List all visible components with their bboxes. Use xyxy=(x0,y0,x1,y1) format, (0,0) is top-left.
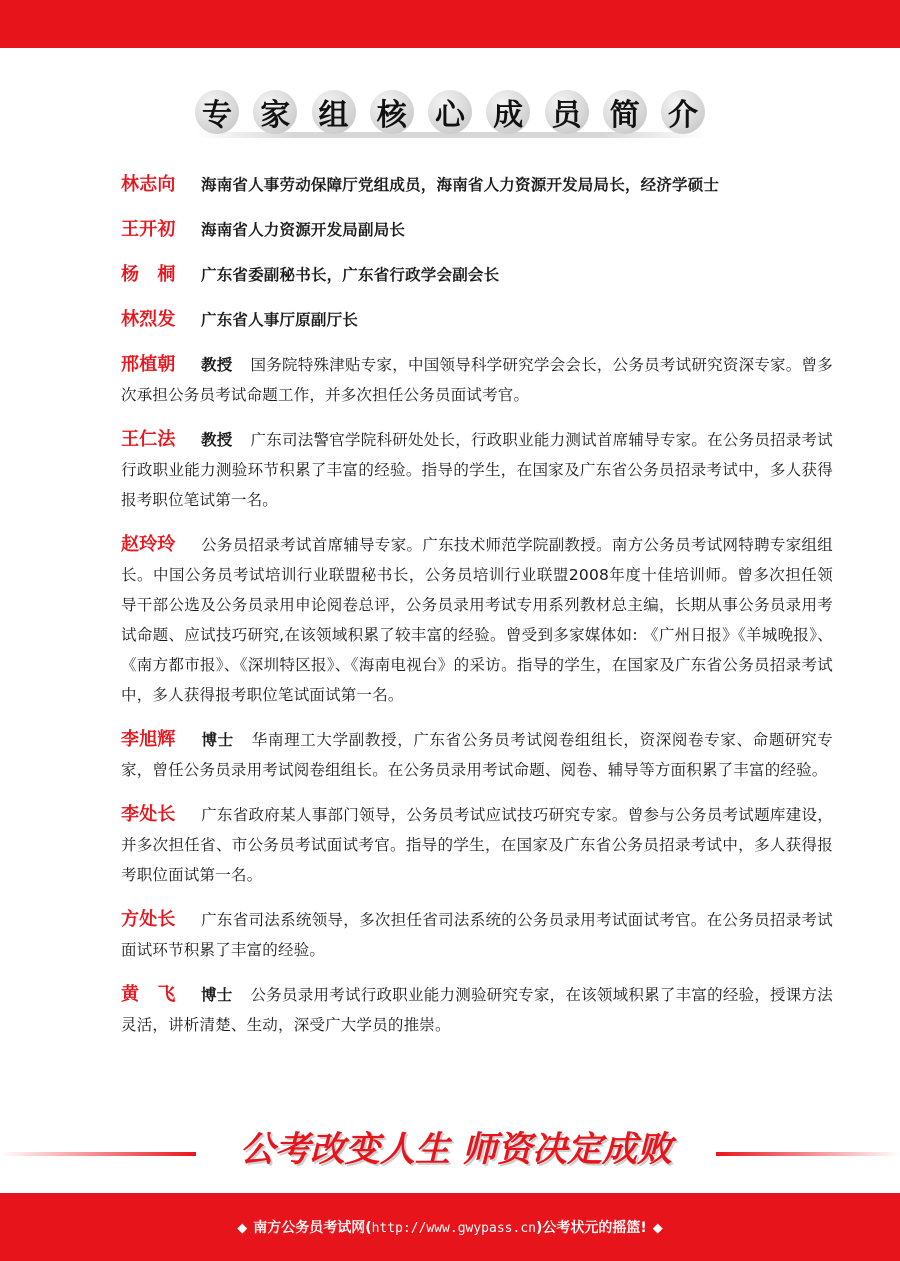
footer-url-link[interactable]: http://www.gwypass.cn xyxy=(371,1221,536,1236)
member-entry xyxy=(121,215,833,245)
member-entry xyxy=(121,260,833,290)
title-char: 成 xyxy=(486,90,530,134)
member-degree: 教授 xyxy=(201,431,233,449)
footer-text xyxy=(231,1217,669,1237)
title-char: 核 xyxy=(370,90,414,134)
member-entry xyxy=(121,980,833,1040)
member-description: 广东省司法系统领导，多次担任省司法系统的公务员录用考试面试考官。在公务员招录考试面试环节积累了丰富的经验。 xyxy=(121,911,833,959)
member-name: 方处长 xyxy=(121,909,176,930)
member-degree: 博士 xyxy=(201,986,233,1004)
footer-suffix: )公考状元的摇篮! xyxy=(535,1220,647,1236)
member-description: 公务员录用考试行政职业能力测验研究专家，在该领域积累了丰富的经验，授课方法灵活，讲析清楚、生动，深受广大学员的推崇。 xyxy=(121,986,833,1034)
slogan-right-line xyxy=(716,1152,900,1156)
page-title xyxy=(195,90,705,138)
member-name: 林烈发 xyxy=(121,309,176,330)
slogan-banner xyxy=(0,1128,900,1172)
member-name: 杨 桐 xyxy=(121,264,176,285)
member-entry xyxy=(121,170,833,200)
title-char: 家 xyxy=(253,90,297,134)
member-description: 海南省人力资源开发局副局长 xyxy=(201,221,406,239)
footer-bar xyxy=(0,1193,900,1261)
top-red-bar xyxy=(0,0,900,48)
member-name: 赵玲玲 xyxy=(121,534,176,555)
member-entry xyxy=(121,800,833,890)
member-description: 公务员招录考试首席辅导专家。广东技术师范学院副教授。南方公务员考试网特聘专家组组长。中国公务员考试培训行业联盟秘书长，公务员培训行业联盟2008年度十佳培训师。曾多次担任领导干部公选及公务员录用申论阅卷总评，公务员录用考试专用系列教材总主编，长期从事公务员录用考试命题、应试技巧研究,在该领域积累了较丰富的经验。曾受到多家媒体如: 《广州日报》《羊城晚报》、《南方都市报》、《深圳特区报》、《海南电视台》的采访。指导的学生，在国家及广东省公务员招录考试中，多人获得报考职位笔试面试第一名。 xyxy=(121,536,833,704)
member-name: 黄 飞 xyxy=(121,984,176,1005)
member-description: 广东司法警官学院科研处处长，行政职业能力测试首席辅导专家。在公务员招录考试行政职业能力测验环节积累了丰富的经验。指导的学生，在国家及广东省公务员招录考试中，多人获得报考职位笔试第一名。 xyxy=(121,431,833,509)
member-description: 广东省委副秘书长，广东省行政学会副会长 xyxy=(201,266,500,284)
member-name: 李旭辉 xyxy=(121,729,176,750)
diamond-icon: ◆ xyxy=(652,1221,663,1236)
member-entry xyxy=(121,905,833,965)
member-entry xyxy=(121,425,833,515)
member-list xyxy=(121,170,833,1055)
title-char: 介 xyxy=(661,90,705,134)
member-description: 海南省人事劳动保障厅党组成员，海南省人力资源开发局局长，经济学硕士 xyxy=(201,176,720,194)
member-name: 邢植朝 xyxy=(121,354,176,375)
title-char: 组 xyxy=(312,90,356,134)
member-name: 王开初 xyxy=(121,219,176,240)
footer-prefix: 南方公务员考试网( xyxy=(253,1220,372,1236)
member-name: 王仁法 xyxy=(121,429,176,450)
member-description: 国务院特殊津贴专家，中国领导科学研究学会会长，公务员考试研究资深专家。曾多次承担公务员考试命题工作，并多次担任公务员面试考官。 xyxy=(121,356,833,404)
title-characters xyxy=(195,90,705,134)
member-description: 广东省政府某人事部门领导，公务员考试应试技巧研究专家。曾参与公务员考试题库建设，并多次担任省、市公务员考试面试考官。指导的学生，在国家及广东省公务员招录考试中，多人获得报考职位面试第一名。 xyxy=(121,806,833,884)
member-description: 华南理工大学副教授，广东省公务员考试阅卷组组长，资深阅卷专家、命题研究专家，曾任公务员录用考试阅卷组组长。在公务员录用考试命题、阅卷、辅导等方面积累了丰富的经验。 xyxy=(121,731,834,779)
title-char: 员 xyxy=(545,90,589,134)
member-name: 林志向 xyxy=(121,174,176,195)
title-char: 简 xyxy=(603,90,647,134)
member-entry xyxy=(121,350,833,410)
title-char: 专 xyxy=(195,90,239,134)
diamond-icon: ◆ xyxy=(237,1221,248,1236)
member-entry xyxy=(121,530,833,710)
title-char: 心 xyxy=(428,90,472,134)
member-degree: 教授 xyxy=(201,356,233,374)
slogan-left-line xyxy=(0,1152,196,1156)
member-name: 李处长 xyxy=(121,804,176,825)
member-degree: 博士 xyxy=(201,731,234,749)
member-description: 广东省人事厅原副厅长 xyxy=(201,311,359,329)
member-entry xyxy=(121,305,833,335)
slogan-text: 公考改变人生 师资决定成败 xyxy=(239,1130,673,1170)
member-entry xyxy=(121,725,833,785)
